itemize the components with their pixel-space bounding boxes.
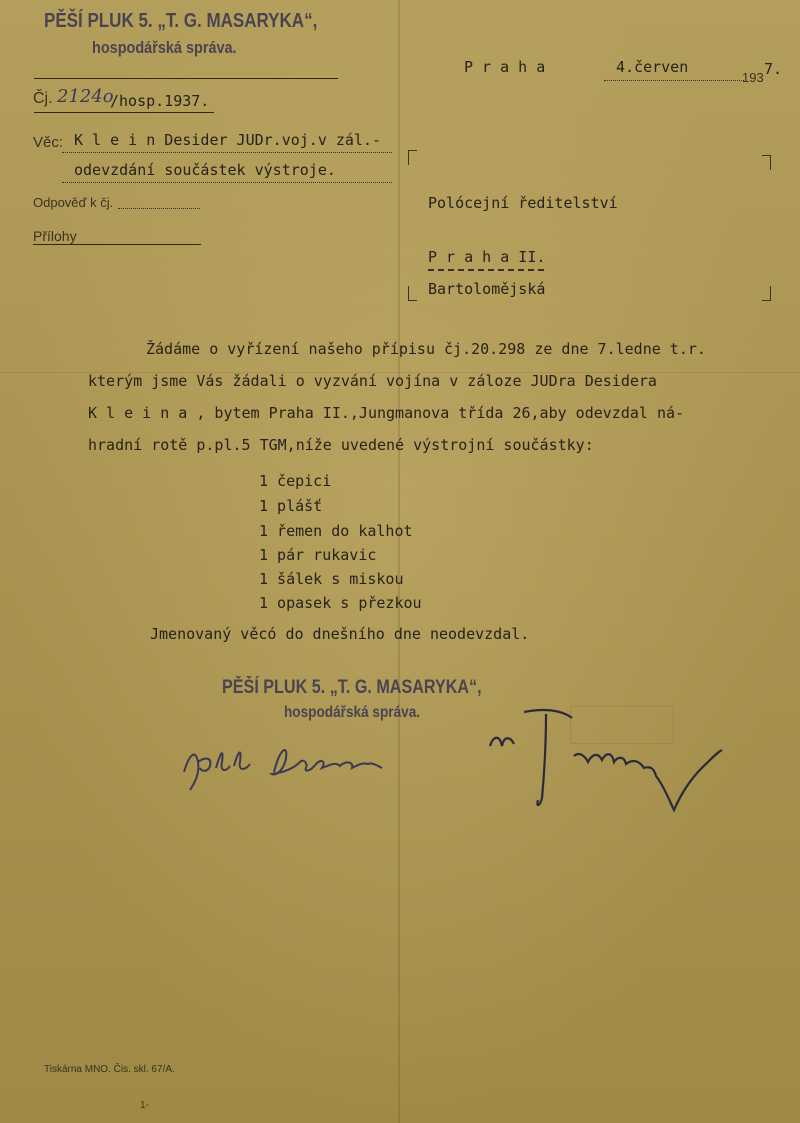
stamp-header-line2: hospodářská správa. xyxy=(92,38,237,57)
reply-label: Odpověď k čj. xyxy=(33,195,114,210)
reference-prefix: Čj. xyxy=(33,90,53,107)
address-bracket-bottom-left xyxy=(408,286,417,301)
subject-dotted-line-2 xyxy=(62,182,392,183)
list-item: 1 šálek s miskou xyxy=(259,570,404,588)
header-rule xyxy=(34,78,338,79)
list-item: 1 řemen do kalhot xyxy=(259,522,413,540)
stamp-header-line1: PĚŠÍ PLUK 5. „T. G. MASARYKA“, xyxy=(44,10,318,32)
reply-dotted-line xyxy=(118,208,200,209)
addressee-underline xyxy=(428,269,544,271)
place: P r a h a xyxy=(464,58,546,76)
printer-note: Tiskárna MNO. Čis. skl. 67/A. xyxy=(44,1064,175,1075)
subject-dotted-line xyxy=(62,152,392,153)
attachments-label: Přílohy xyxy=(33,228,77,244)
address-bracket-top-right xyxy=(762,155,771,170)
body-line1: Žádáme o vyřízení našeho přípisu čj.20.298 ze dne 7.ledne t.r. xyxy=(146,340,706,358)
signature-right xyxy=(484,706,744,816)
body-line3: K l e i n a , bytem Praha II.,Jungmanova třída 26,aby odevzdal ná- xyxy=(88,404,685,422)
date-year-typed: 7. xyxy=(764,60,783,78)
subject-line2: odevzdání součástek výstroje. xyxy=(74,161,336,179)
body-line2: kterým jsme Vás žádali o vyzvání vojína v záloze JUDra Desidera xyxy=(88,372,657,390)
stamp-footer-line2: hospodářská správa. xyxy=(284,704,421,721)
list-item: 1 opasek s přezkou xyxy=(259,594,422,612)
reference-rule xyxy=(34,112,214,113)
signature-left xyxy=(176,732,416,792)
address-bracket-bottom-right xyxy=(762,286,771,301)
reference-suffix: /hosp.1937. xyxy=(110,92,210,110)
date-line xyxy=(604,80,744,81)
fold-line xyxy=(398,0,400,1123)
closing-sentence: Jmenovaný věcó do dnešního dne neodevzdal. xyxy=(150,625,530,643)
subject-label: Věc: xyxy=(33,134,64,151)
subject-line1: K l e i n Desider JUDr.voj.v zál.- xyxy=(74,131,382,149)
list-item: 1 pár rukavic xyxy=(259,546,377,564)
date-year-printed: 193 xyxy=(742,70,764,85)
list-item: 1 čepici xyxy=(259,472,332,490)
date-day-month: 4.červen xyxy=(616,58,689,76)
addressee-line2: P r a h a II. xyxy=(428,248,546,266)
stamp-footer-line1: PĚŠÍ PLUK 5. „T. G. MASARYKA“, xyxy=(222,677,482,698)
attachments-rule xyxy=(33,244,201,245)
body-line4: hradní rotě p.pl.5 TGM,níže uvedené výstrojní součástky: xyxy=(88,436,594,454)
address-bracket-top-left xyxy=(408,150,417,165)
addressee-line1: Polócejní ředitelství xyxy=(428,194,618,212)
addressee-line3: Bartolomějská xyxy=(428,280,546,298)
list-item: 1 plášť xyxy=(259,497,323,515)
page-mark: 1- xyxy=(140,1100,149,1111)
reference-number: 2124o xyxy=(57,86,114,107)
